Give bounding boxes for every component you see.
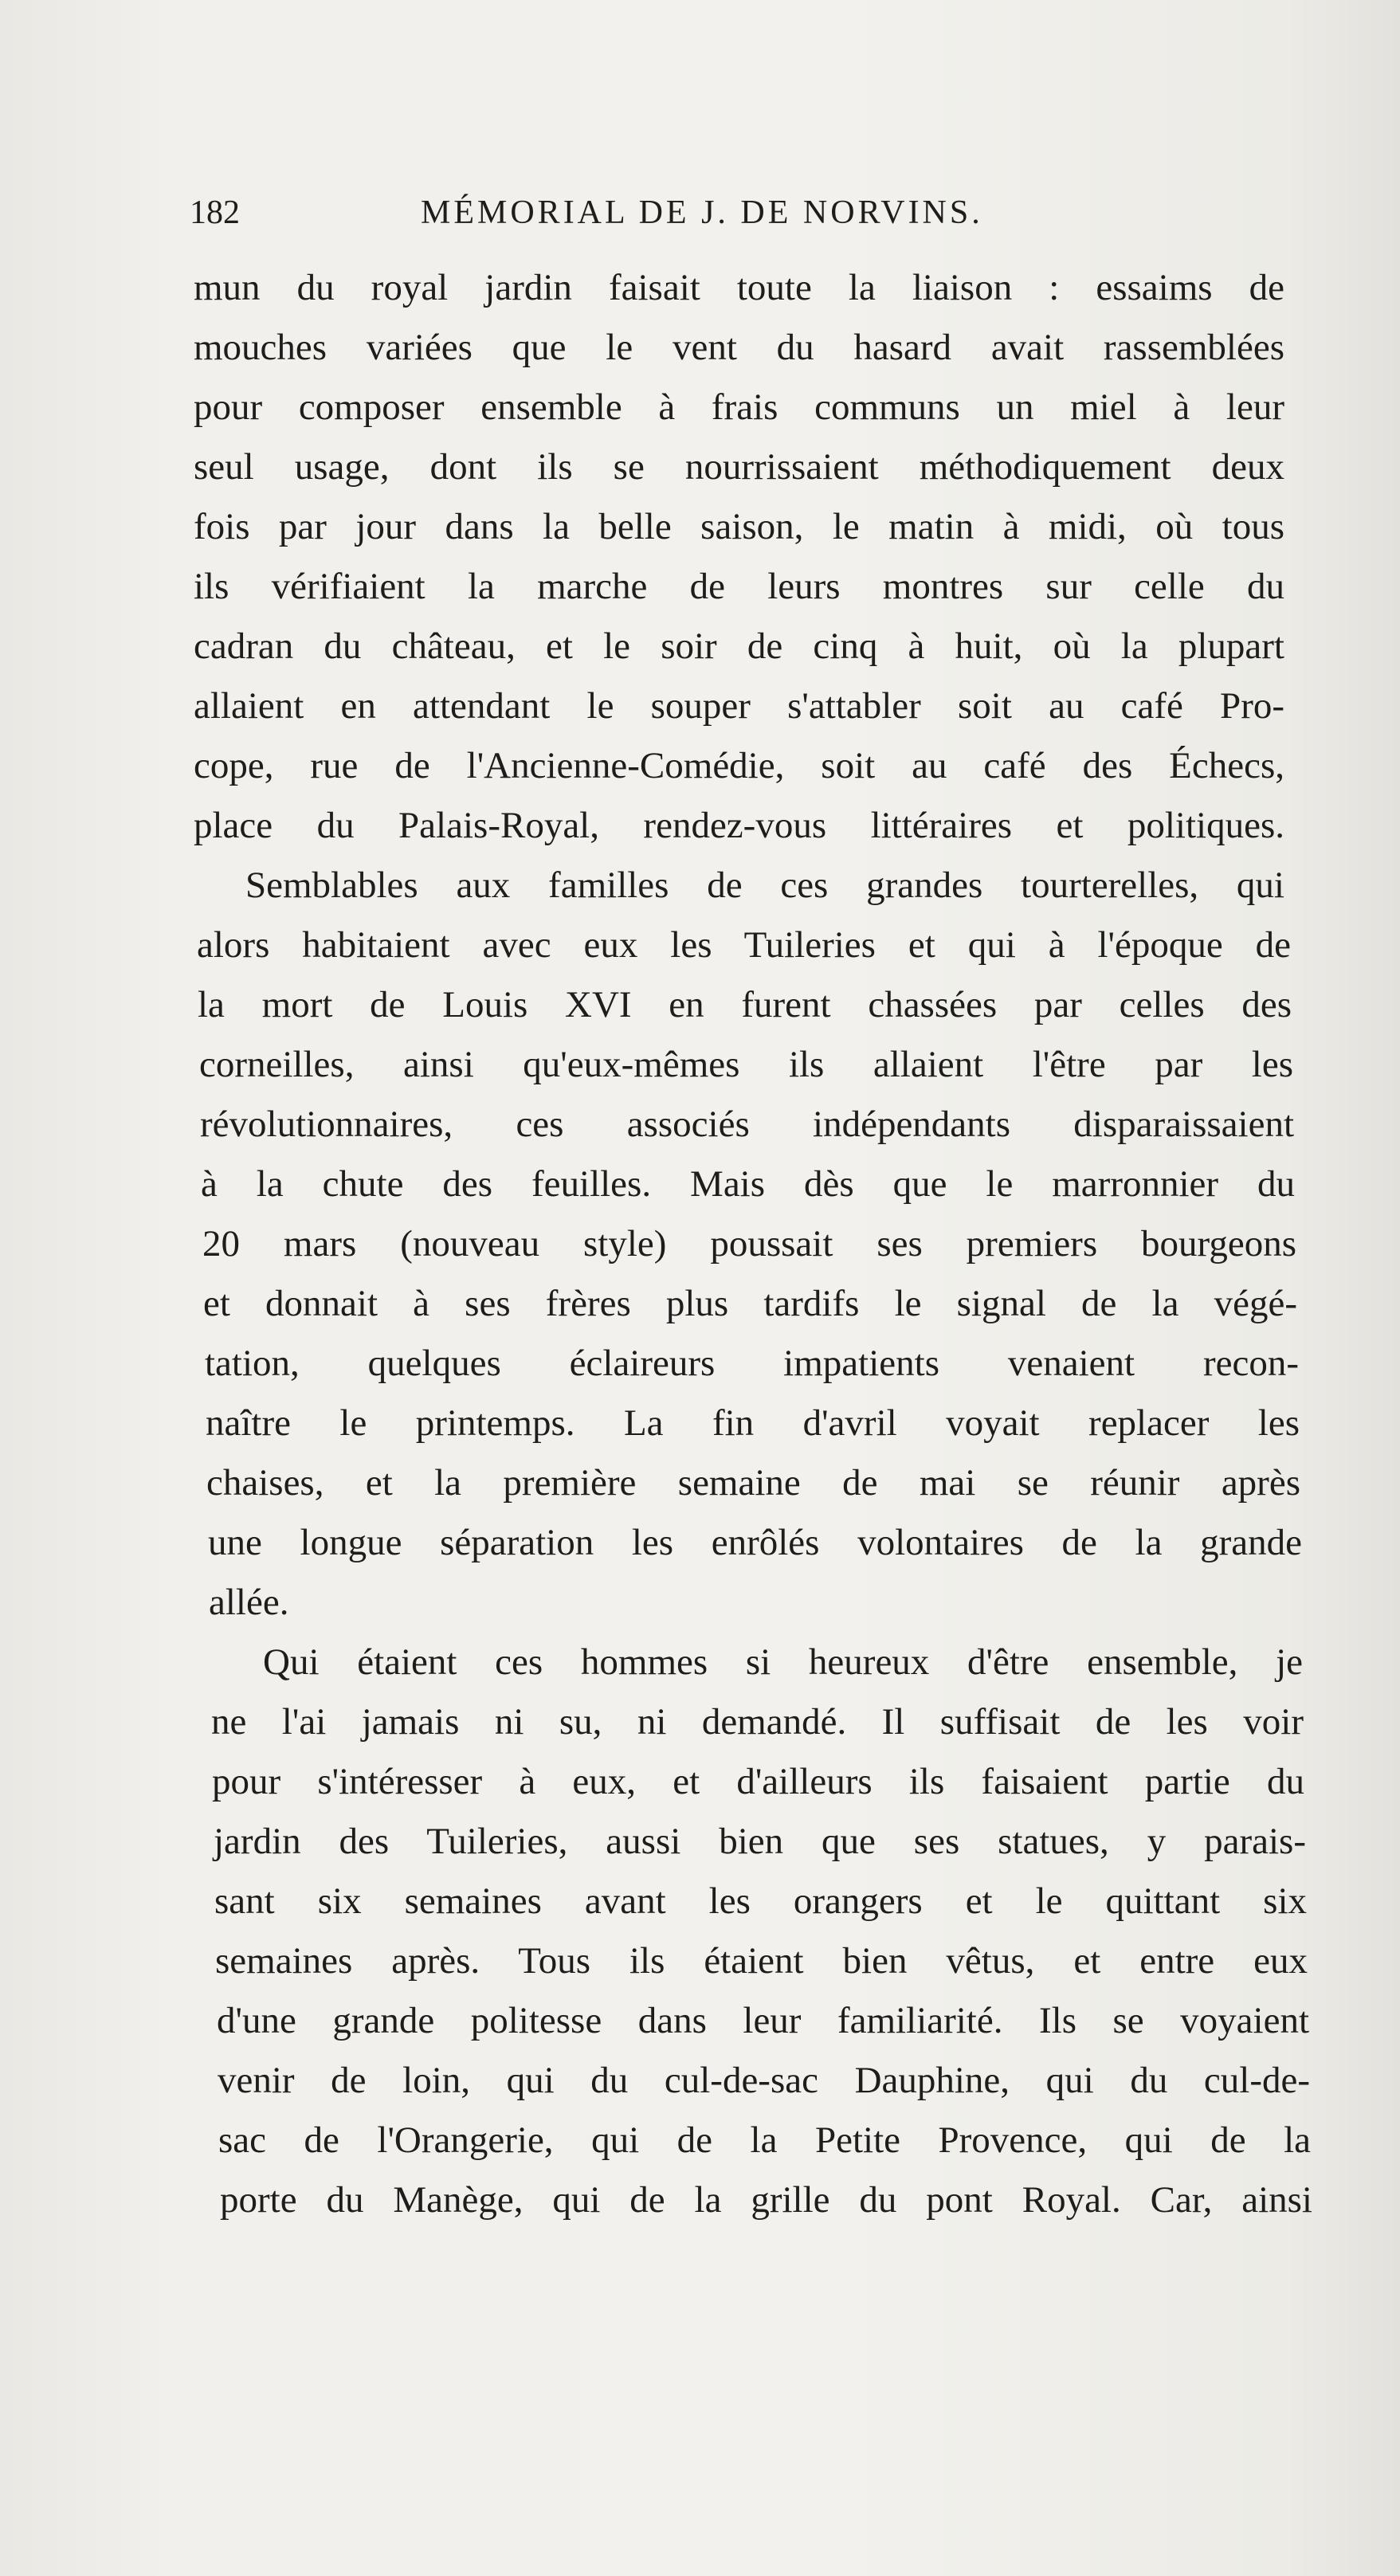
text-line: venir de loin, qui du cul-de-sac Dauphine, qui du cul-de- bbox=[218, 2060, 1310, 2101]
text-line: pour s'intéresser à eux, et d'ailleurs ils faisaient partie du bbox=[212, 1761, 1304, 1802]
text-line: révolutionnaires, ces associés indépendants disparaissaient bbox=[200, 1104, 1294, 1145]
running-head: MÉMORIAL DE J. DE NORVINS. bbox=[421, 194, 983, 231]
paragraph-first-line: Qui étaient ces hommes si heureux d'être ensemble, je bbox=[263, 1641, 1303, 1683]
text-line: 20 mars (nouveau style) poussait ses premiers bourgeons bbox=[202, 1223, 1296, 1264]
text-line: ne l'ai jamais ni su, ni demandé. Il suffisait de les voir bbox=[211, 1701, 1304, 1743]
text-line: allaient en attendant le souper s'attabler soit au café Pro- bbox=[194, 685, 1284, 727]
text-line: semaines après. Tous ils étaient bien vêtus, et entre eux bbox=[215, 1940, 1308, 1982]
paragraph-first-line: Semblables aux familles de ces grandes tourterelles, qui bbox=[245, 865, 1284, 906]
text-line: mouches variées que le vent du hasard avait rassemblées bbox=[194, 327, 1284, 368]
text-line: jardin des Tuileries, aussi bien que ses statues, y parais- bbox=[214, 1821, 1306, 1862]
text-line: sant six semaines avant les orangers et le quittant six bbox=[214, 1880, 1307, 1922]
text-line: mun du royal jardin faisait toute la liaison : essaims de bbox=[194, 267, 1284, 308]
text-line: cadran du château, et le soir de cinq à huit, où la plupart bbox=[194, 625, 1284, 667]
text-line: sac de l'Orangerie, qui de la Petite Provence, qui de la bbox=[218, 2119, 1311, 2161]
text-line: place du Palais-Royal, rendez-vous littéraires et politiques. bbox=[194, 805, 1284, 846]
text-line: tation, quelques éclaireurs impatients venaient recon- bbox=[205, 1343, 1299, 1384]
text-line: et donnait à ses frères plus tardifs le signal de la végé- bbox=[203, 1283, 1297, 1324]
text-line: à la chute des feuilles. Mais dès que le marronnier du bbox=[201, 1163, 1295, 1205]
text-line: porte du Manège, qui de la grille du pont Royal. Car, ainsi bbox=[220, 2179, 1312, 2221]
text-line: une longue séparation les enrôlés volontaires de la grande bbox=[208, 1522, 1302, 1563]
text-line: seul usage, dont ils se nourrissaient méthodiquement deux bbox=[194, 446, 1284, 488]
text-line: corneilles, ainsi qu'eux-mêmes ils allaient l'être par les bbox=[199, 1044, 1293, 1085]
text-line: chaises, et la première semaine de mai se réunir après bbox=[206, 1462, 1300, 1504]
text-line: cope, rue de l'Ancienne-Comédie, soit au café des Échecs, bbox=[194, 745, 1284, 786]
text-line: naître le printemps. La fin d'avril voyait replacer les bbox=[206, 1402, 1300, 1444]
text-line: alors habitaient avec eux les Tuileries et qui à l'époque de bbox=[197, 924, 1291, 966]
text-line: ils vérifiaient la marche de leurs montres sur celle du bbox=[194, 566, 1284, 607]
text-line: fois par jour dans la belle saison, le matin à midi, où tous bbox=[194, 506, 1284, 547]
page-header bbox=[190, 194, 1235, 241]
page-number: 182 bbox=[190, 194, 240, 231]
text-line: pour composer ensemble à frais communs un miel à leur bbox=[194, 386, 1284, 428]
paragraph-last-line: allée. bbox=[209, 1582, 289, 1623]
text-line: d'une grande politesse dans leur familiarité. Ils se voyaient bbox=[217, 2000, 1309, 2041]
text-line: la mort de Louis XVI en furent chassées par celles des bbox=[198, 984, 1292, 1025]
